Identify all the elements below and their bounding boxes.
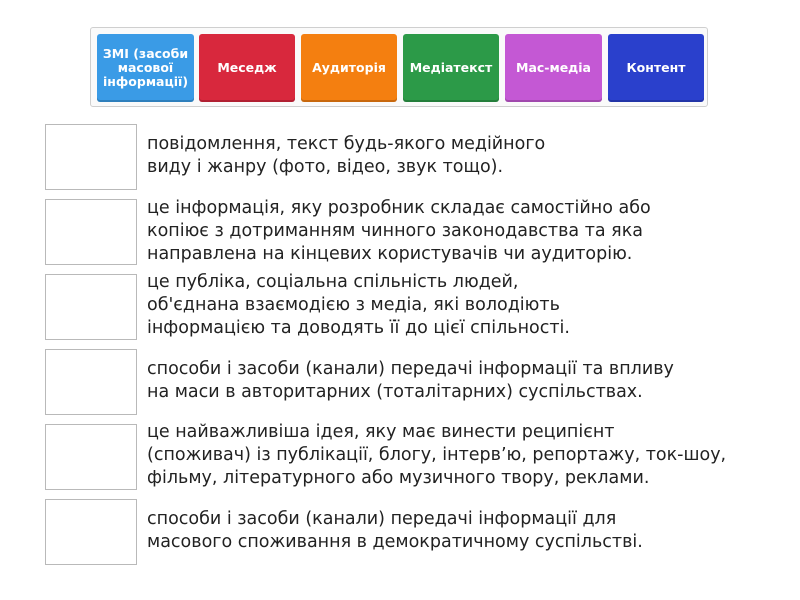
definition-text: способи і засоби (канали) передачі інформації та впливу на маси в авторитарних (тоталітарних) суспільствах. bbox=[147, 359, 674, 402]
definition-text: повідомлення, текст будь-якого медійного виду і жанру (фото, відео, звук тощо). bbox=[147, 134, 546, 177]
tile-message[interactable]: Меседж bbox=[199, 34, 295, 102]
answer-tile-bar bbox=[90, 27, 708, 107]
drop-zone[interactable] bbox=[45, 424, 137, 490]
tile-mass-media[interactable]: Мас-медіа bbox=[505, 34, 602, 102]
drop-zone[interactable] bbox=[45, 499, 137, 565]
tile-audience[interactable]: Аудиторія bbox=[301, 34, 397, 102]
drop-zone[interactable] bbox=[45, 124, 137, 190]
drop-zone[interactable] bbox=[45, 349, 137, 415]
drop-zone[interactable] bbox=[45, 274, 137, 340]
tile-content[interactable]: Контент bbox=[608, 34, 704, 102]
definition-text: способи і засоби (канали) передачі інформації для масового споживання в демократичному суспільстві. bbox=[147, 509, 643, 552]
definition-text: це публіка, соціальна спільність людей, об'єднана взаємодією з медіа, які володіють інформацією та доводять її до цієї спільності. bbox=[147, 272, 570, 338]
definition-text: це інформація, яку розробник складає самостійно або копіює з дотриманням чинного законодавства та яка направлена на кінцевих користувачів чи аудиторію. bbox=[147, 198, 651, 264]
tile-zmi[interactable]: ЗМІ (засоби масової інформації) bbox=[97, 34, 194, 102]
drop-zone[interactable] bbox=[45, 199, 137, 265]
tile-mediatext[interactable]: Медіатекст bbox=[403, 34, 499, 102]
definition-text: це найважливіша ідея, яку має винести реципієнт (споживач) із публікації, блогу, інтерв’ю, репортажу, ток-шоу, фільму, літературного або музичного твору, реклами. bbox=[147, 422, 727, 488]
